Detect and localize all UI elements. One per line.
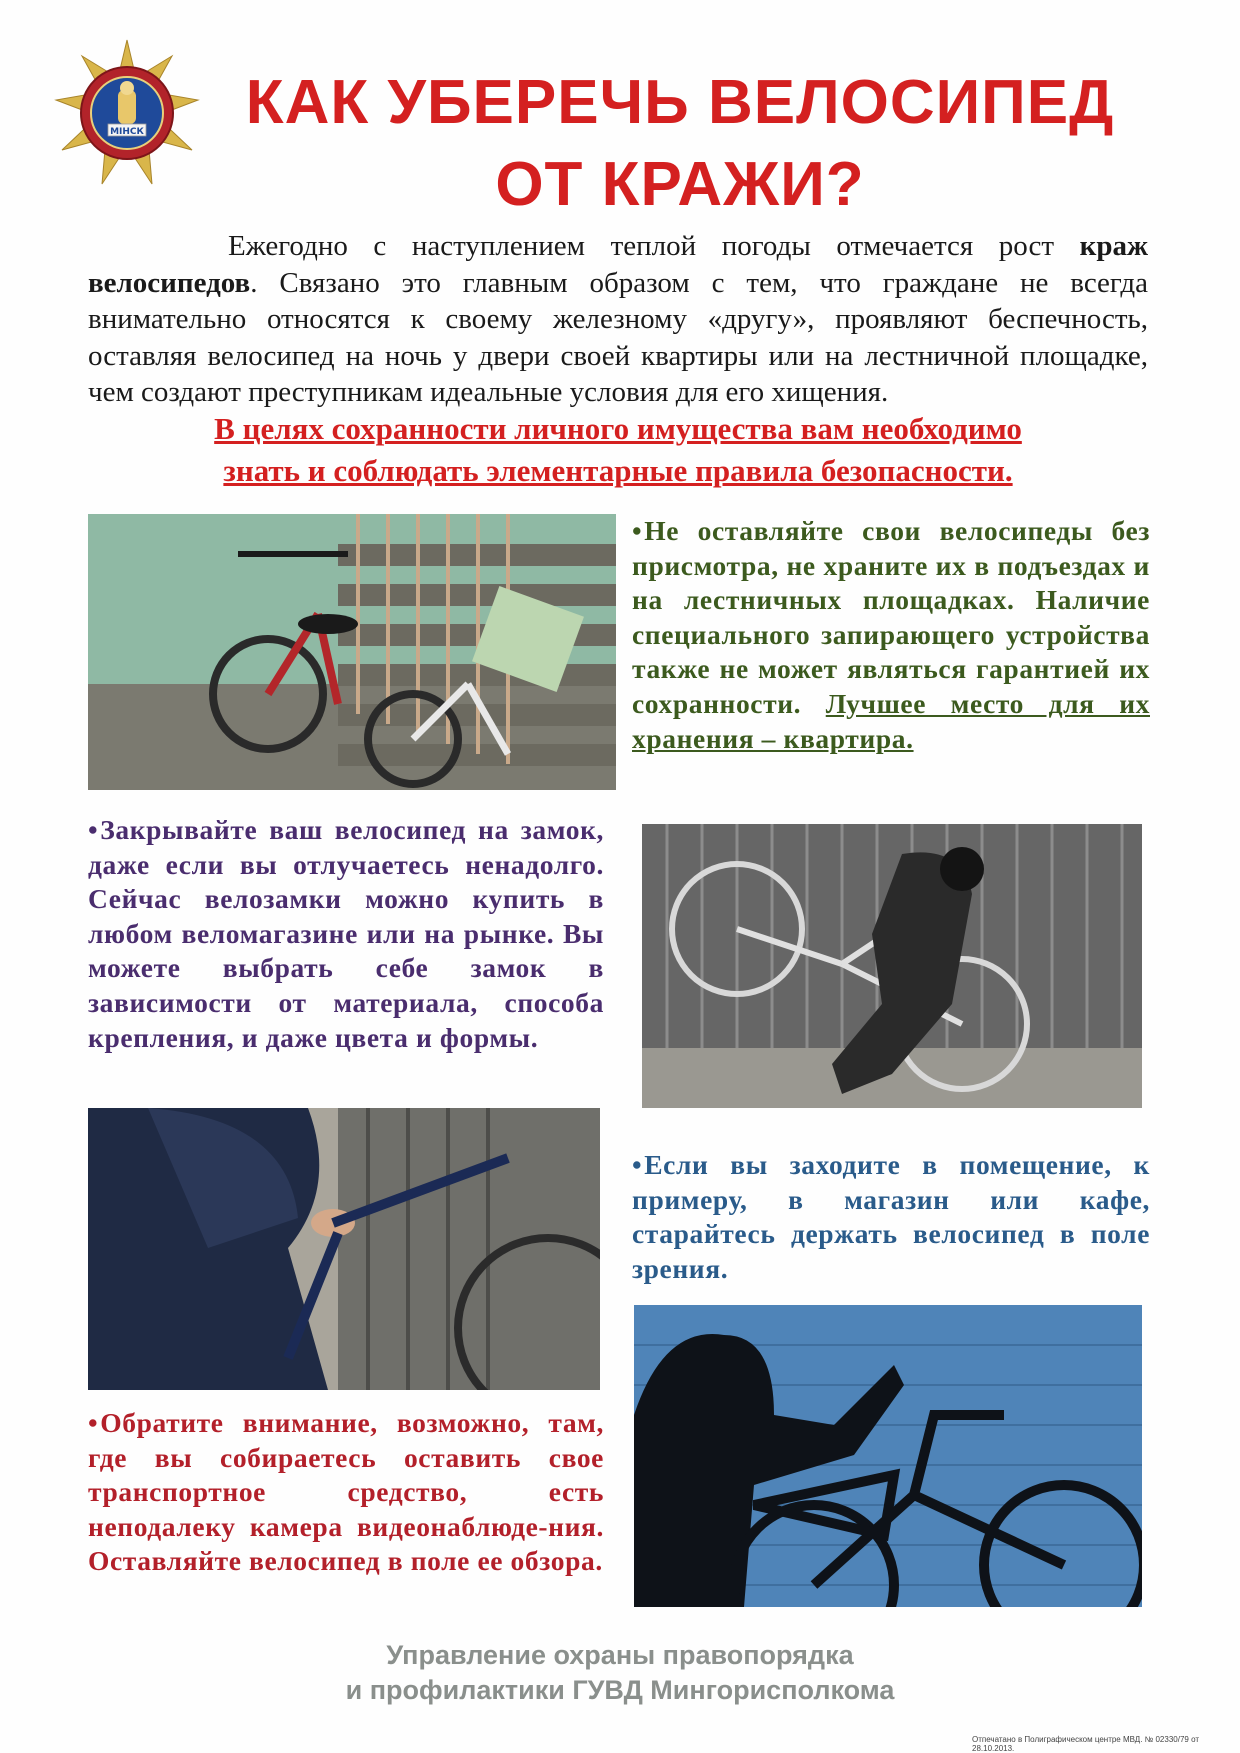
print-imprint: Отпечатано в Полиграфическом центре МВД. № 02330/79 от 28.10.2013. xyxy=(972,1735,1199,1753)
rule-3 xyxy=(632,1148,1150,1286)
bolt-cutter-thief-photo xyxy=(88,1108,600,1390)
rule-2-text: Закрывайте ваш велосипед на замок, даже если вы отлучаетесь ненадолго. Сейчас велозамки можно купить в любом веломагазине или на рынке. Вы можете выбрать себе замок в зависимости от материала, способа крепления, и даже цвета и формы. xyxy=(88,814,604,1053)
footer-department xyxy=(260,1638,980,1708)
rule-1-text: Не оставляйте свои велосипеды без присмотра, не храните их в подъездах и на лестничных площадках. Наличие специального запирающего устройства также не может являться гарантией их сохранности. xyxy=(632,515,1150,719)
rule-3-text: Если вы заходите в помещение, к примеру, в магазин или кафе, старайтесь держать велосипед в поле зрения. xyxy=(632,1149,1150,1284)
rule-4-bullet: • xyxy=(88,1407,99,1438)
rule-1 xyxy=(632,514,1150,756)
stairwell-bikes-photo xyxy=(88,514,616,790)
shadow-saw-thief-photo xyxy=(634,1305,1142,1607)
rule-4 xyxy=(88,1406,604,1579)
footer-line-1: Управление охраны правопорядка xyxy=(386,1640,854,1670)
intro-paragraph xyxy=(88,228,1148,411)
rule-2 xyxy=(88,813,604,1055)
title-line-1: КАК УБЕРЕЧЬ ВЕЛОСИПЕД xyxy=(245,68,1115,137)
warning-line-1: В целях сохранности личного имущества вам необходимо xyxy=(214,411,1022,446)
footer-line-2: и профилактики ГУВД Мингорисполкома xyxy=(345,1675,895,1705)
rule-1-underlined: Лучшее место для их хранения – квартира. xyxy=(632,687,1150,754)
intro-text-1: Ежегодно с наступлением теплой погоды отмечается рост xyxy=(228,230,1080,262)
rule-2-bullet: • xyxy=(88,814,99,845)
thief-carrying-bike-photo xyxy=(642,824,1142,1108)
intro-text-2: . Связано это главным образом с тем, что граждане не всегда внимательно относятся к своему железному «другу», проявляют беспечность, оставляя велосипед на ночь у двери своей квартиры или на лестничной площадке, чем создают преступникам идеальные условия для его хищения. xyxy=(88,266,1148,408)
intro-bold: краж велосипедов xyxy=(88,230,1148,299)
warning-line-2: знать и соблюдать элементарные правила безопасности. xyxy=(223,453,1013,488)
title-line-2: ОТ КРАЖИ? xyxy=(495,150,865,219)
rule-3-bullet: • xyxy=(632,1149,643,1180)
svg-text:МІНСК: МІНСК xyxy=(110,127,144,137)
page-title xyxy=(180,62,1180,226)
rule-1-bullet: • xyxy=(632,515,643,546)
safety-rules-heading xyxy=(88,408,1148,492)
rule-4-text: Обратите внимание, возможно, там, где вы собираетесь оставить свое транспортное средство, есть неподалеку камера видеонаблюде-ния. Оставляйте велосипед в поле ее обзора. xyxy=(88,1407,604,1577)
